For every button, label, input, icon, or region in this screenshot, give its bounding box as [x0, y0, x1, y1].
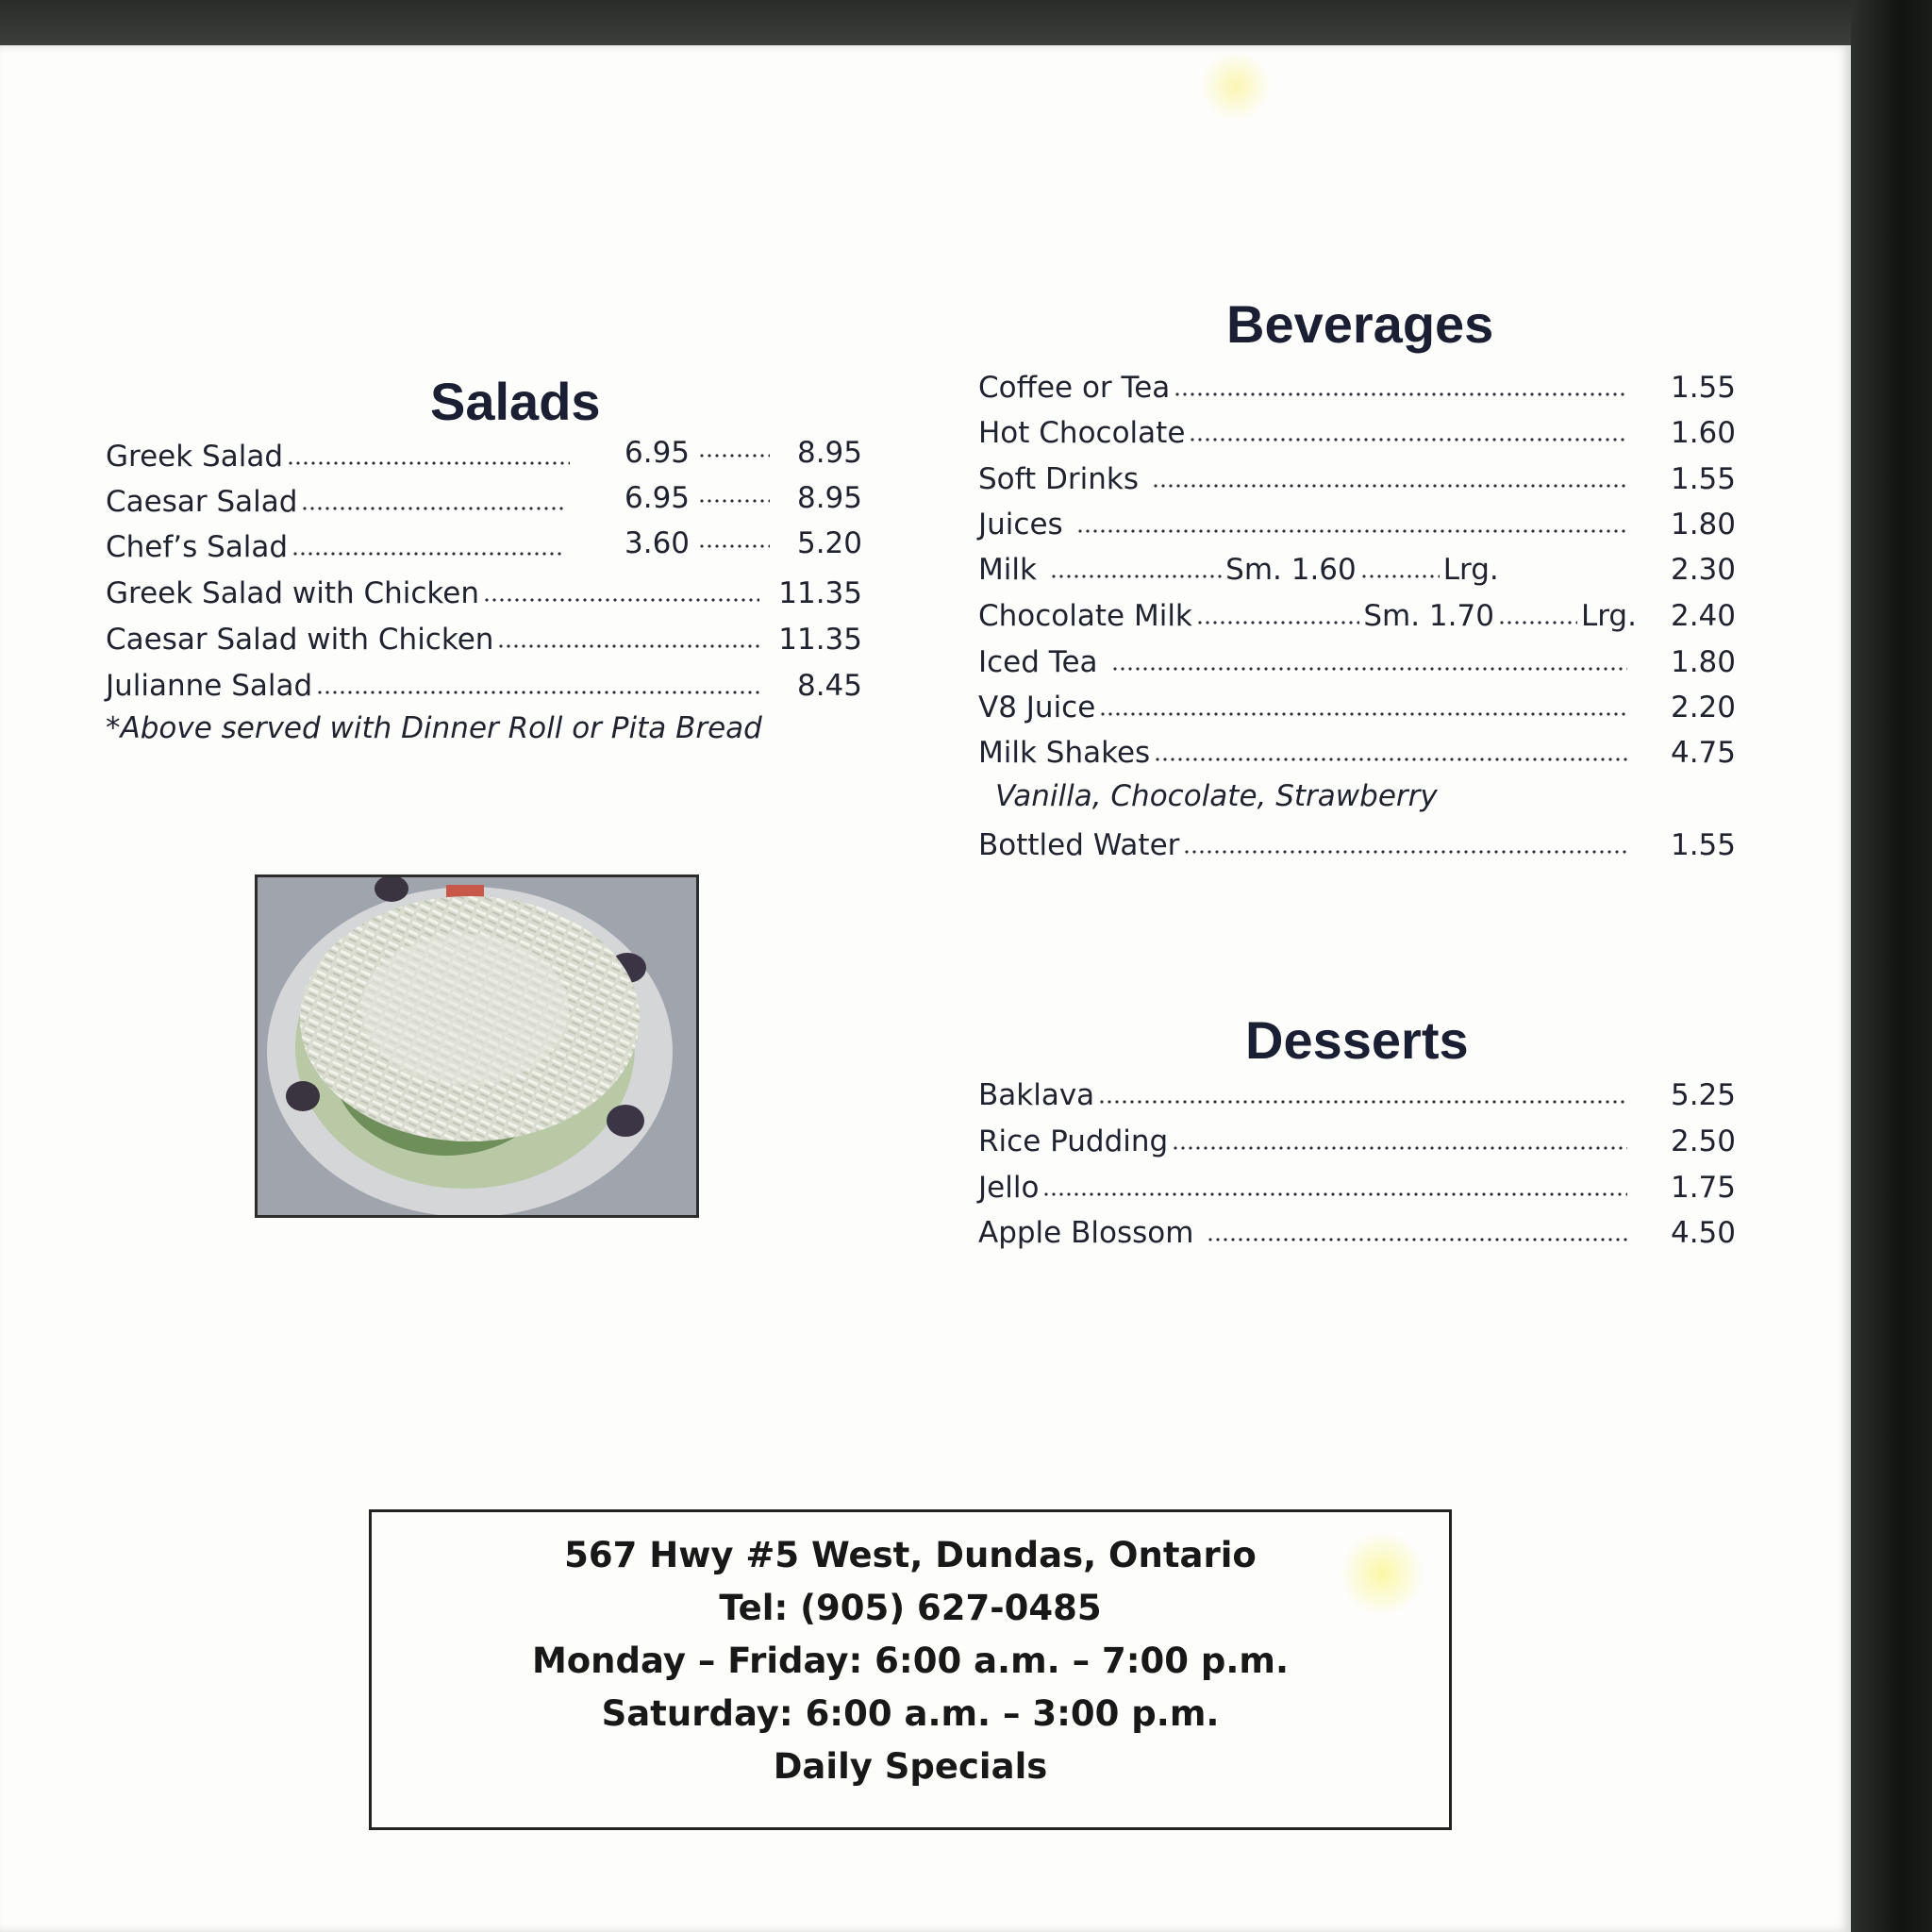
- item-name: Caesar Salad: [106, 485, 298, 519]
- dot-leader: [301, 506, 565, 511]
- item-name: Milk: [978, 553, 1037, 587]
- dot-leader: [1360, 574, 1440, 579]
- menu-item-row: [978, 408, 1736, 450]
- dot-leader: [1042, 1191, 1627, 1197]
- menu-binder-top: [0, 0, 1932, 45]
- item-name: Julianne Salad: [106, 669, 313, 703]
- small-price: Sm. 1.70: [1363, 599, 1494, 633]
- item-price: 5.25: [1670, 1078, 1736, 1112]
- menu-item-row: [978, 455, 1736, 496]
- item-price: 1.55: [1670, 828, 1736, 862]
- milkshake-flavours: Vanilla, Chocolate, Strawberry: [995, 779, 1438, 813]
- item-name: Chef’s Salad: [106, 530, 289, 564]
- menu-item-row: [106, 569, 862, 610]
- menu-item-row: [978, 591, 1736, 633]
- item-price: 1.80: [1670, 645, 1736, 679]
- dot-leader: [497, 643, 759, 649]
- dot-leader: [291, 551, 565, 557]
- dot-leader: [698, 543, 770, 549]
- small-price: Sm. 1.60: [1225, 553, 1357, 587]
- item-price: 11.35: [778, 623, 862, 657]
- weekday-hours: Monday – Friday: 6:00 a.m. – 7:00 p.m.: [531, 1641, 1290, 1681]
- dot-leader: [1152, 483, 1627, 489]
- item-name: Chocolate Milk: [978, 599, 1192, 633]
- dot-leader: [316, 690, 759, 695]
- item-name: Rice Pudding: [978, 1124, 1169, 1158]
- dot-leader: [1174, 391, 1627, 397]
- beverages-heading: Beverages: [1226, 294, 1494, 354]
- dot-leader: [1050, 574, 1222, 579]
- menu-item-row: [978, 1117, 1736, 1158]
- salads-heading: Salads: [430, 372, 601, 431]
- menu-item-row: [978, 1163, 1736, 1205]
- restaurant-info-box: [369, 1509, 1452, 1830]
- item-name: Bottled Water: [978, 828, 1180, 862]
- small-price: 6.95: [625, 436, 691, 470]
- dot-leader: [1111, 666, 1627, 672]
- item-price: 1.60: [1670, 416, 1736, 450]
- saturday-hours: Saturday: 6:00 a.m. – 3:00 p.m.: [601, 1693, 1220, 1734]
- dot-leader: [698, 453, 770, 458]
- dot-leader: [1498, 620, 1577, 625]
- item-price: 11.35: [778, 576, 862, 610]
- greek-salad-photo: [255, 874, 699, 1218]
- item-price: 1.80: [1670, 508, 1736, 541]
- salads-note: *Above served with Dinner Roll or Pita Bread: [106, 711, 762, 745]
- item-price: 2.30: [1670, 553, 1736, 587]
- dot-leader: [698, 498, 770, 504]
- item-price: 4.50: [1670, 1216, 1736, 1250]
- item-price: 4.75: [1670, 736, 1736, 770]
- menu-item-row: [978, 1071, 1736, 1112]
- item-name: Greek Salad with Chicken: [106, 576, 479, 610]
- phone-number: Tel: (905) 627-0485: [719, 1588, 1102, 1628]
- menu-item-row: [978, 821, 1736, 862]
- dot-leader: [1076, 528, 1627, 534]
- item-name: Iced Tea: [978, 645, 1098, 679]
- menu-item-row: [106, 615, 862, 657]
- dot-leader: [1196, 620, 1359, 625]
- item-name: V8 Juice: [978, 691, 1096, 724]
- dot-leader: [1172, 1145, 1627, 1151]
- daily-specials: Daily Specials: [773, 1746, 1048, 1787]
- address: 567 Hwy #5 West, Dundas, Ontario: [564, 1535, 1257, 1575]
- item-name: Greek Salad: [106, 440, 283, 474]
- item-price: 1.55: [1670, 462, 1736, 496]
- salad-illustration: [258, 877, 696, 1215]
- item-name: Apple Blossom: [978, 1216, 1194, 1250]
- dot-leader: [1183, 849, 1627, 855]
- stain-mark: [1198, 53, 1274, 119]
- large-label: Lrg.: [1442, 553, 1499, 587]
- item-price: 1.75: [1670, 1171, 1736, 1205]
- item-name: Coffee or Tea: [978, 371, 1171, 405]
- dot-leader: [483, 597, 759, 603]
- menu-item-row: [978, 363, 1736, 405]
- menu-binder-edge: [1851, 0, 1932, 1932]
- item-name: Baklava: [978, 1078, 1095, 1112]
- item-price: 5.20: [796, 526, 862, 560]
- menu-item-row: [978, 1208, 1736, 1250]
- item-name: Jello: [978, 1171, 1040, 1205]
- dot-leader: [1099, 711, 1627, 717]
- menu-item-row: [106, 432, 862, 474]
- menu-item-row: [106, 523, 862, 564]
- item-price: 1.55: [1670, 371, 1736, 405]
- dot-leader: [287, 460, 570, 466]
- item-price: 8.45: [796, 669, 862, 703]
- item-price: 2.50: [1670, 1124, 1736, 1158]
- small-price: 6.95: [625, 481, 691, 515]
- item-name: Hot Chocolate: [978, 416, 1186, 450]
- item-name: Caesar Salad with Chicken: [106, 623, 494, 657]
- item-name: Soft Drinks: [978, 462, 1140, 496]
- item-name: Milk Shakes: [978, 736, 1151, 770]
- dot-leader: [1189, 437, 1627, 442]
- menu-item-row: [978, 500, 1736, 541]
- dot-leader: [1098, 1099, 1627, 1105]
- menu-item-row: [978, 683, 1736, 724]
- dot-leader: [1154, 757, 1627, 762]
- menu-item-row: [106, 661, 862, 703]
- menu-item-row: [106, 477, 862, 519]
- item-price: 2.20: [1670, 691, 1736, 724]
- item-price: 8.95: [796, 436, 862, 470]
- item-name: Juices: [978, 508, 1063, 541]
- desserts-heading: Desserts: [1245, 1010, 1469, 1070]
- item-price: 8.95: [796, 481, 862, 515]
- item-price: 2.40: [1670, 599, 1736, 633]
- menu-item-row: [978, 638, 1736, 679]
- large-label: Lrg.: [1580, 599, 1637, 633]
- menu-item-row: [978, 545, 1736, 587]
- dot-leader: [1207, 1237, 1627, 1242]
- menu-item-row: [978, 728, 1736, 770]
- small-price: 3.60: [625, 526, 691, 560]
